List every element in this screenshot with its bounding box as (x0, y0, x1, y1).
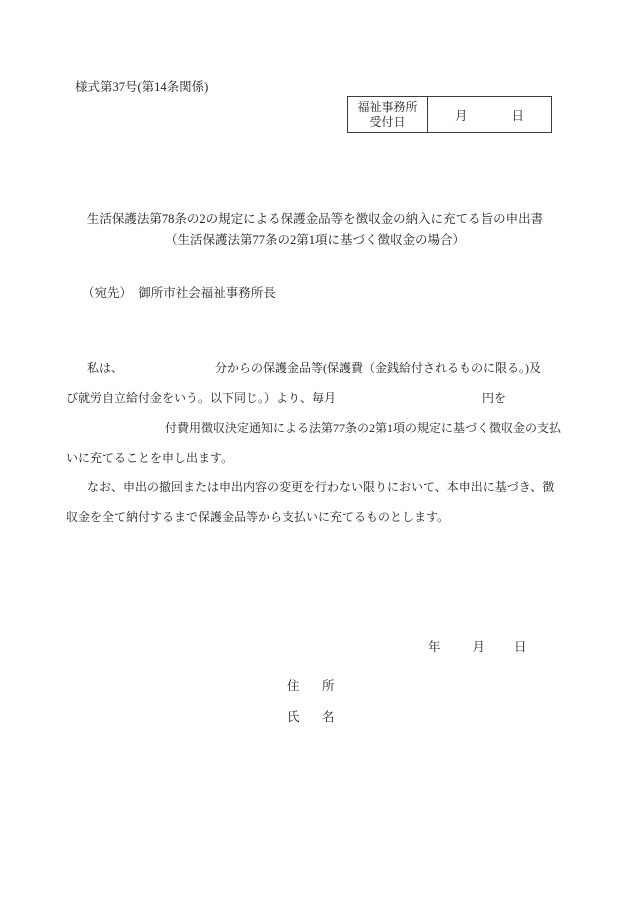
document-title-line1: 生活保護法第78条の2の規定による保護金品等を徴収金の納入に充てる旨の申出書 (86, 212, 544, 226)
document-title-line2: （生活保護法第77条の2第1項に基づく徴収金の場合） (164, 232, 465, 247)
document-title (0, 209, 630, 250)
month-blank-field (485, 650, 514, 651)
body-line-2-post: 円を (482, 391, 507, 405)
reception-day-label: 日 (511, 108, 525, 123)
reception-stamp-box (347, 96, 552, 133)
body-line-2-pre: び就労自立給付金をいう。以下同じ。）より、毎月 (66, 391, 337, 405)
body-line-5 (66, 478, 554, 495)
body-line-4 (66, 449, 233, 466)
reception-box-label-line2: 受付日 (369, 114, 406, 129)
body-line-6-text: 収金を全て納付するまで保護金品等から支払いに充てるものとします。 (66, 510, 450, 524)
reception-box-label-line1: 福祉事務所 (357, 99, 418, 114)
reception-date-cell (428, 97, 551, 132)
body-line-3 (66, 419, 561, 436)
body-line-3-text: 付費用徴収決定通知による法第77条の2第1項の規定に基づく徴収金の支払 (165, 421, 562, 435)
benefit-period-blank-field (123, 371, 215, 372)
year-blank-field (441, 650, 473, 651)
body-line-6 (66, 508, 449, 525)
body-line-5-text: なお、申出の撤回または申出内容の変更を行わない限りにおいて、本申出に基づき、徴 (87, 480, 555, 494)
month-label: 月 (472, 640, 486, 654)
notice-date-blank-field (66, 431, 165, 432)
body-line-2 (66, 389, 506, 406)
form-number: 様式第37号(第14条関係) (75, 80, 209, 94)
reception-box-label (348, 97, 428, 132)
year-label: 年 (428, 640, 441, 654)
signature-date-line (428, 637, 527, 655)
reception-month-label: 月 (454, 108, 468, 123)
monthly-amount-blank-field (336, 401, 482, 402)
addressee-line: （宛先） 御所市社会福祉事務所長 (82, 286, 276, 300)
address-label: 住 所 (287, 679, 340, 693)
body-line-1-pre: 私は、 (87, 361, 124, 375)
day-label: 日 (514, 640, 527, 654)
body-line-1-post: 分からの保護金品等(保護費（金銭給付されるものに限る。)及 (215, 361, 542, 375)
name-label: 氏 名 (287, 710, 340, 724)
paragraph-indent (66, 490, 87, 491)
body-line-1 (66, 359, 541, 376)
body-line-4-text: いに充てることを申し出ます。 (66, 451, 234, 465)
paragraph-indent (66, 371, 87, 372)
